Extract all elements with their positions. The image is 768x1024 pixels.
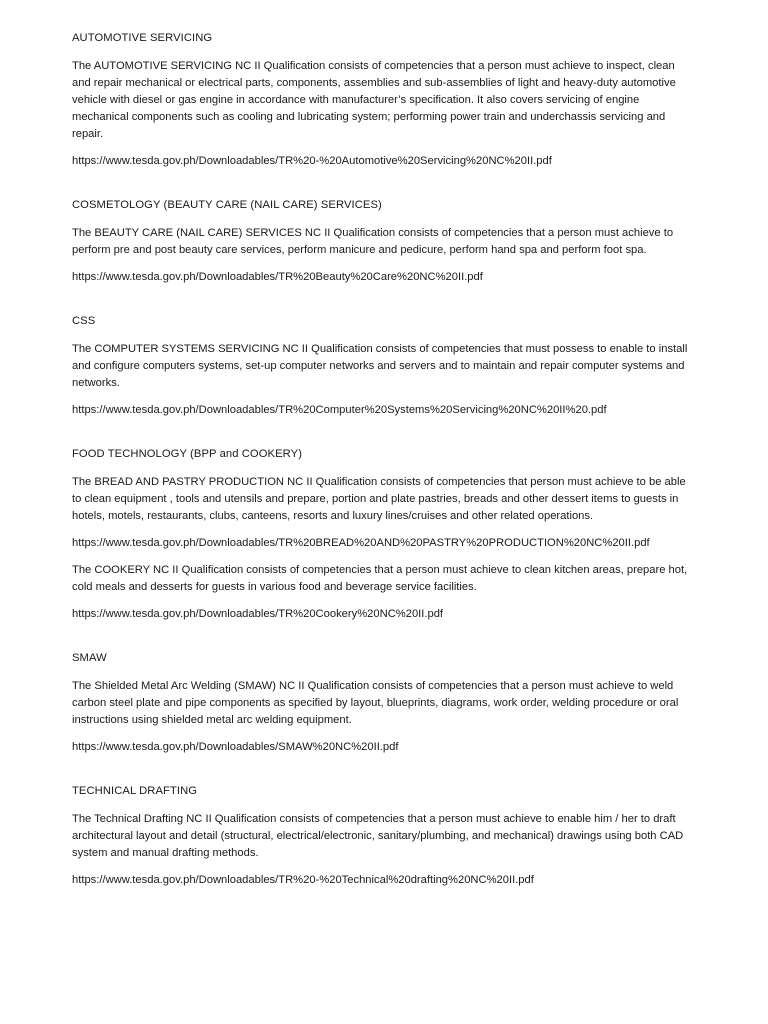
document-link: https://www.tesda.gov.ph/Downloadables/TR%20Cookery%20NC%20II.pdf	[72, 608, 444, 620]
document-link: https://www.tesda.gov.ph/Downloadables/TR%20-%20Technical%20drafting%20NC%20II.pdf	[72, 874, 534, 886]
document-link: https://www.tesda.gov.ph/Downloadables/TR%20Computer%20Systems%20Servicing%20NC%20II%20.pdf	[72, 404, 607, 416]
document-link: https://www.tesda.gov.ph/Downloadables/TR%20Beauty%20Care%20NC%20II.pdf	[72, 271, 483, 283]
section-heading: AUTOMOTIVE SERVICING	[72, 32, 213, 44]
section-technical-drafting	[72, 783, 696, 889]
section-heading: FOOD TECHNOLOGY (BPP and COOKERY)	[72, 448, 303, 460]
section-heading: CSS	[72, 315, 96, 327]
section-heading: TECHNICAL DRAFTING	[72, 785, 198, 797]
document-link: https://www.tesda.gov.ph/Downloadables/SMAW%20NC%20II.pdf	[72, 741, 399, 753]
document-link: https://www.tesda.gov.ph/Downloadables/TR%20BREAD%20AND%20PASTRY%20PRODUCTION%20NC%20II.pdf	[72, 537, 650, 549]
section-food-technology	[72, 446, 696, 623]
section-description: The Technical Drafting NC II Qualification consists of competencies that a person must achieve to enable him / her to draft architectural layout and detail (structural, electrical/electronic, sanitary/plumbing, and mechanical) drawings using both CAD system and manual drafting methods.	[72, 813, 684, 859]
section-cosmetology	[72, 197, 696, 286]
section-smaw	[72, 650, 696, 756]
section-description: The COMPUTER SYSTEMS SERVICING NC II Qualification consists of competencies that must possess to enable to install and configure computers systems, set-up computer networks and servers and to maintain and repair computer systems and networks.	[72, 343, 688, 389]
section-description: The AUTOMOTIVE SERVICING NC II Qualification consists of competencies that a person must achieve to inspect, clean and repair mechanical or electrical parts, components, assemblies and sub-assemblies of light and heavy-duty automotive vehicle with diesel or gas engine in accordance with manufacturer’s specification. It also covers servicing of engine mechanical components such as cooling and lubricating system; performing power train and underchassis servicing and repair.	[72, 60, 676, 140]
section-heading: COSMETOLOGY (BEAUTY CARE (NAIL CARE) SERVICES)	[72, 199, 382, 211]
section-description: The COOKERY NC II Qualification consists of competencies that a person must achieve to clean kitchen areas, prepare hot, cold meals and desserts for guests in various food and beverage service facilities.	[72, 564, 688, 593]
section-heading: SMAW	[72, 652, 107, 664]
section-description: The BEAUTY CARE (NAIL CARE) SERVICES NC II Qualification consists of competencies that a person must achieve to perform pre and post beauty care services, perform manicure and pedicure, perform hand spa and perform foot spa.	[72, 227, 674, 256]
section-automotive-servicing	[72, 30, 696, 170]
section-description: The BREAD AND PASTRY PRODUCTION NC II Qualification consists of competencies that person must achieve to be able to clean equipment , tools and utensils and prepare, portion and plate pastries, breads and other dessert items to guests in hotels, motels, restaurants, clubs, canteens, resorts and luxury lines/cruises and other related operations.	[72, 476, 686, 522]
document-link: https://www.tesda.gov.ph/Downloadables/TR%20-%20Automotive%20Servicing%20NC%20II.pdf	[72, 155, 552, 167]
section-css	[72, 313, 696, 419]
section-description: The Shielded Metal Arc Welding (SMAW) NC II Qualification consists of competencies that a person must achieve to weld carbon steel plate and pipe components as specified by layout, blueprints, diagrams, work order, welding procedure or oral instructions using shielded metal arc welding equipment.	[72, 680, 679, 726]
